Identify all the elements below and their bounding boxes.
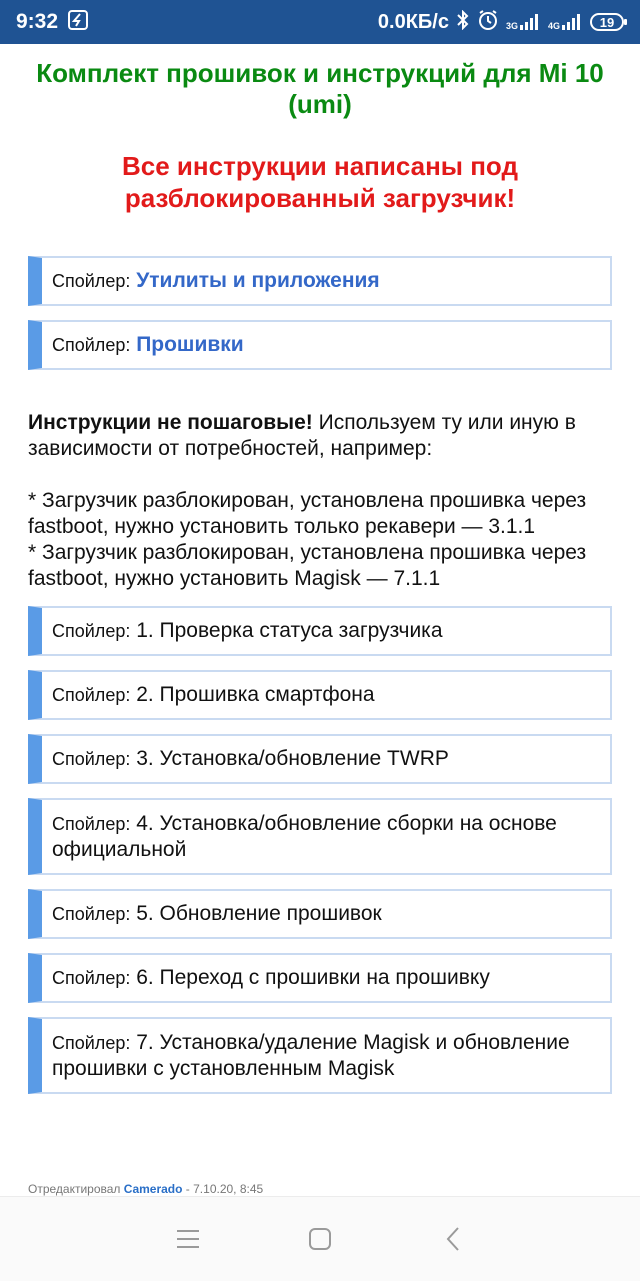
- spoiler-step-7[interactable]: [28, 1017, 612, 1094]
- signal-4g: [548, 13, 583, 31]
- warning-heading: Все инструкции написаны под разблокированный загрузчик!: [122, 151, 518, 213]
- spoiler-prefix: Спойлер:: [52, 621, 131, 641]
- edited-label: Отредактировал: [28, 1182, 121, 1196]
- instructions-rest: Используем ту или иную в зависимости от потребностей, например:: [28, 411, 576, 460]
- spoiler-title: 3. Установка/обновление TWRP: [136, 747, 449, 770]
- edited-by: [28, 1182, 263, 1196]
- battery-icon: 19: [590, 13, 624, 31]
- instructions-text: [28, 410, 612, 592]
- menu-icon[interactable]: [174, 1225, 204, 1255]
- example-magisk: * Загрузчик разблокирован, установлена прошивка через fastboot, нужно установить Magisk — 7.1.1: [28, 541, 587, 590]
- navigation-bar: [0, 1196, 640, 1281]
- page-title: Комплект прошивок и инструкций для Mi 10 (umi): [36, 58, 604, 119]
- spoiler-step-5[interactable]: [28, 889, 612, 939]
- instructions-bold: Инструкции не пошаговые!: [28, 411, 313, 434]
- spoiler-title: 1. Проверка статуса загрузчика: [136, 619, 443, 642]
- spoiler-prefix: Спойлер:: [52, 335, 131, 355]
- spoiler-prefix: Спойлер:: [52, 1032, 131, 1053]
- spoiler-step-6[interactable]: [28, 953, 612, 1003]
- network-type-4g: 4G: [547, 21, 560, 31]
- status-bar: [0, 0, 640, 44]
- edited-date: - 7.10.20, 8:45: [182, 1182, 264, 1196]
- spoiler-title: 2. Прошивка смартфона: [136, 683, 375, 706]
- page-content: [0, 44, 640, 1196]
- spoiler-prefix: Спойлер:: [52, 904, 131, 924]
- spoiler-step-1[interactable]: [28, 606, 612, 656]
- spoiler-title: 6. Переход с прошивки на прошивку: [136, 966, 490, 989]
- clock: 9:32: [16, 10, 59, 33]
- spoiler-prefix: Спойлер:: [52, 749, 131, 769]
- spoiler-prefix: Спойлер:: [52, 271, 131, 291]
- spoiler-title: 5. Обновление прошивок: [136, 902, 382, 925]
- signal-3g: [506, 13, 541, 31]
- example-recovery: * Загрузчик разблокирован, установлена прошивка через fastboot, нужно установить только рекавери — 3.1.1: [28, 489, 587, 538]
- author-link[interactable]: Camerado: [123, 1182, 183, 1196]
- spoiler-step-2[interactable]: [28, 670, 612, 720]
- network-type-3g: 3G: [505, 21, 518, 31]
- spoiler-prefix: Спойлер:: [52, 968, 131, 988]
- alarm-icon: [477, 9, 499, 36]
- spoiler-title: Утилиты и приложения: [136, 269, 380, 292]
- spoiler-step-3[interactable]: [28, 734, 612, 784]
- spoiler-utilities[interactable]: [28, 256, 612, 306]
- spoiler-title: Прошивки: [136, 333, 244, 356]
- spoiler-title: 7. Установка/удаление Magisk и обновление прошивки с установленным Magisk: [52, 1030, 570, 1080]
- bluetooth-icon: [456, 10, 470, 35]
- home-icon[interactable]: [306, 1225, 336, 1255]
- spoiler-step-4[interactable]: [28, 798, 612, 875]
- spoiler-firmwares[interactable]: [28, 320, 612, 370]
- signal-bars-icon: [561, 13, 583, 31]
- signal-bars-icon: [519, 13, 541, 31]
- notification-icon: [68, 10, 88, 35]
- back-icon[interactable]: [440, 1225, 470, 1255]
- spoiler-prefix: Спойлер:: [52, 685, 131, 705]
- spoiler-prefix: Спойлер:: [52, 813, 131, 834]
- network-speed: 0.0КБ/с: [377, 10, 449, 33]
- spoiler-title: 4. Установка/обновление сборки на основе официальной: [52, 811, 557, 861]
